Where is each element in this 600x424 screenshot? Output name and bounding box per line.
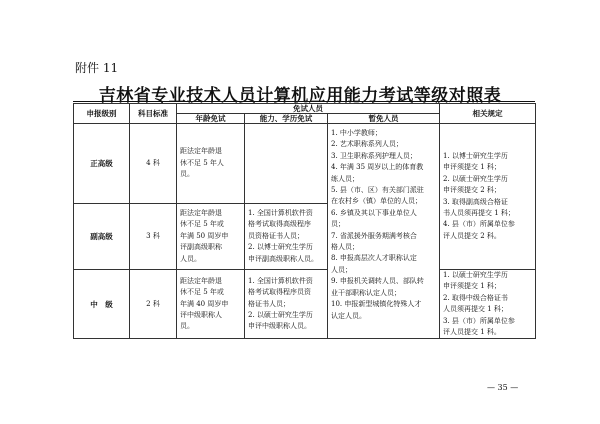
age-exempt-cell: [177, 124, 245, 204]
cell-line: 2. 取得中级合格证书: [443, 293, 508, 302]
level-cell: 副高级: [74, 204, 130, 270]
cell-line: 2. 以硕士研究生学历: [443, 174, 508, 183]
age-exempt-cell: [177, 204, 245, 270]
cell-line: 练人员；: [331, 174, 359, 183]
cell-line: 3. 县（市）所属单位参: [443, 316, 515, 325]
ability-exempt-cell: [245, 204, 328, 270]
cell-line: 休不足 5 年或: [180, 220, 224, 229]
ability-exempt-cell: [245, 124, 328, 204]
cell-line: 员。: [180, 170, 194, 179]
cell-line: 1. 中小学教师；: [331, 129, 382, 137]
cell-line: 1. 以博士研究生学历: [443, 151, 508, 160]
header-ability-exempt: 能力、学历免试: [245, 114, 328, 124]
header-level: 申报级别: [74, 104, 130, 124]
header-related: 相关规定: [440, 104, 536, 124]
cell-line: 员资格证书人员；: [248, 231, 304, 240]
cell-line: 2. 以博士研究生学历: [248, 243, 313, 252]
cell-line: 年满 40 周岁申: [180, 299, 229, 308]
cell-line: 4. 县（市）所属单位参: [443, 220, 515, 229]
header-standard: 科目标准: [130, 104, 177, 124]
cell-line: 申评副高级职称人员。: [248, 254, 318, 263]
cell-line: 8. 申报高层次人才职称认定: [331, 254, 417, 263]
ability-exempt-cell: [245, 270, 328, 339]
cell-line: 评人员提交 1 科。: [443, 328, 501, 337]
cell-line: 申评中级职称人员。: [248, 322, 311, 331]
cell-line: 距法定年龄退: [180, 208, 222, 217]
cell-line: 年满 50 周岁申: [180, 231, 229, 240]
comparison-table: [73, 103, 536, 339]
header-row-1: [74, 104, 536, 114]
header-temp-exempt: 暂免人员: [328, 114, 440, 124]
page-title: 吉林省专业技术人员计算机应用能力考试等级对照表: [98, 86, 502, 106]
cell-line: 3. 取得副高级合格证: [443, 197, 508, 206]
table-row: [74, 124, 536, 204]
cell-line: 在农村乡（镇）单位的人员；: [331, 197, 422, 206]
cell-line: 格考试取得程序员资: [248, 288, 311, 297]
cell-line: 2. 艺术职称系列人员；: [331, 140, 403, 149]
cell-line: 1. 全国计算机软件资: [248, 208, 313, 217]
cell-line: 书人员须再提交 1 科；: [443, 208, 515, 217]
cell-line: 评副高级职称: [180, 243, 222, 252]
cell-line: 2. 以硕士研究生学历: [248, 310, 313, 319]
cell-line: 10. 申报新型城镇化特殊人才: [331, 300, 422, 309]
cell-line: 申评须提交 1 科；: [443, 163, 501, 172]
header-age-exempt: 年龄免试: [177, 114, 245, 124]
cell-line: 6. 乡镇及其以下事业单位人: [331, 208, 417, 217]
table-row: [74, 270, 536, 339]
cell-line: 7. 省派援外服务期满考核合: [331, 231, 417, 240]
level-cell: 正高级: [74, 124, 130, 204]
cell-line: 休不足 5 年人: [180, 158, 224, 167]
cell-line: 人员须再提交 1 科；: [443, 305, 508, 314]
cell-line: 格人员；: [331, 243, 359, 252]
cell-line: 格证书人员；: [248, 299, 290, 308]
cell-line: 申评须提交 1 科；: [443, 282, 501, 291]
standard-cell: 3 科: [130, 204, 177, 270]
cell-line: 3. 卫生职称系列护理人员；: [331, 151, 417, 160]
cell-line: 5. 县（市、区）有关部门派驻: [331, 186, 424, 195]
header-exempt-group: 免试人员: [177, 104, 440, 114]
cell-line: 申评须提交 2 科；: [443, 186, 501, 195]
temp-exempt-cell: [328, 124, 440, 339]
cell-line: 人员；: [331, 265, 352, 274]
title-underline: [73, 101, 535, 102]
cell-line: 员。: [180, 322, 194, 331]
related-lower-cell: [440, 270, 536, 339]
cell-line: 格考试取得高级程序: [248, 220, 311, 229]
cell-line: 1. 以硕士研究生学历: [443, 271, 508, 279]
cell-line: 评人员提交 2 科。: [443, 231, 501, 240]
level-cell: 中 级: [74, 270, 130, 339]
cell-line: 4. 年满 35 周岁以上的体育教: [331, 163, 424, 172]
cell-line: 业干部职称认定人员；: [331, 288, 401, 297]
cell-line: 人员。: [180, 254, 201, 263]
cell-line: 1. 全国计算机软件资: [248, 276, 313, 285]
page-number: — 35 —: [487, 383, 519, 392]
standard-cell: 2 科: [130, 270, 177, 339]
related-upper-cell: [440, 124, 536, 270]
cell-line: 休不足 5 年或: [180, 288, 224, 297]
cell-line: 距法定年龄退: [180, 147, 222, 156]
cell-line: 距法定年龄退: [180, 276, 222, 285]
standard-cell: 4 科: [130, 124, 177, 204]
attachment-label: 附件 11: [75, 61, 119, 75]
age-exempt-cell: [177, 270, 245, 339]
cell-line: 评中级职称人: [180, 310, 222, 319]
cell-line: 认定人员。: [331, 311, 366, 320]
cell-line: 员；: [331, 220, 345, 229]
cell-line: 9. 申报机关调转人员、部队转: [331, 277, 424, 286]
